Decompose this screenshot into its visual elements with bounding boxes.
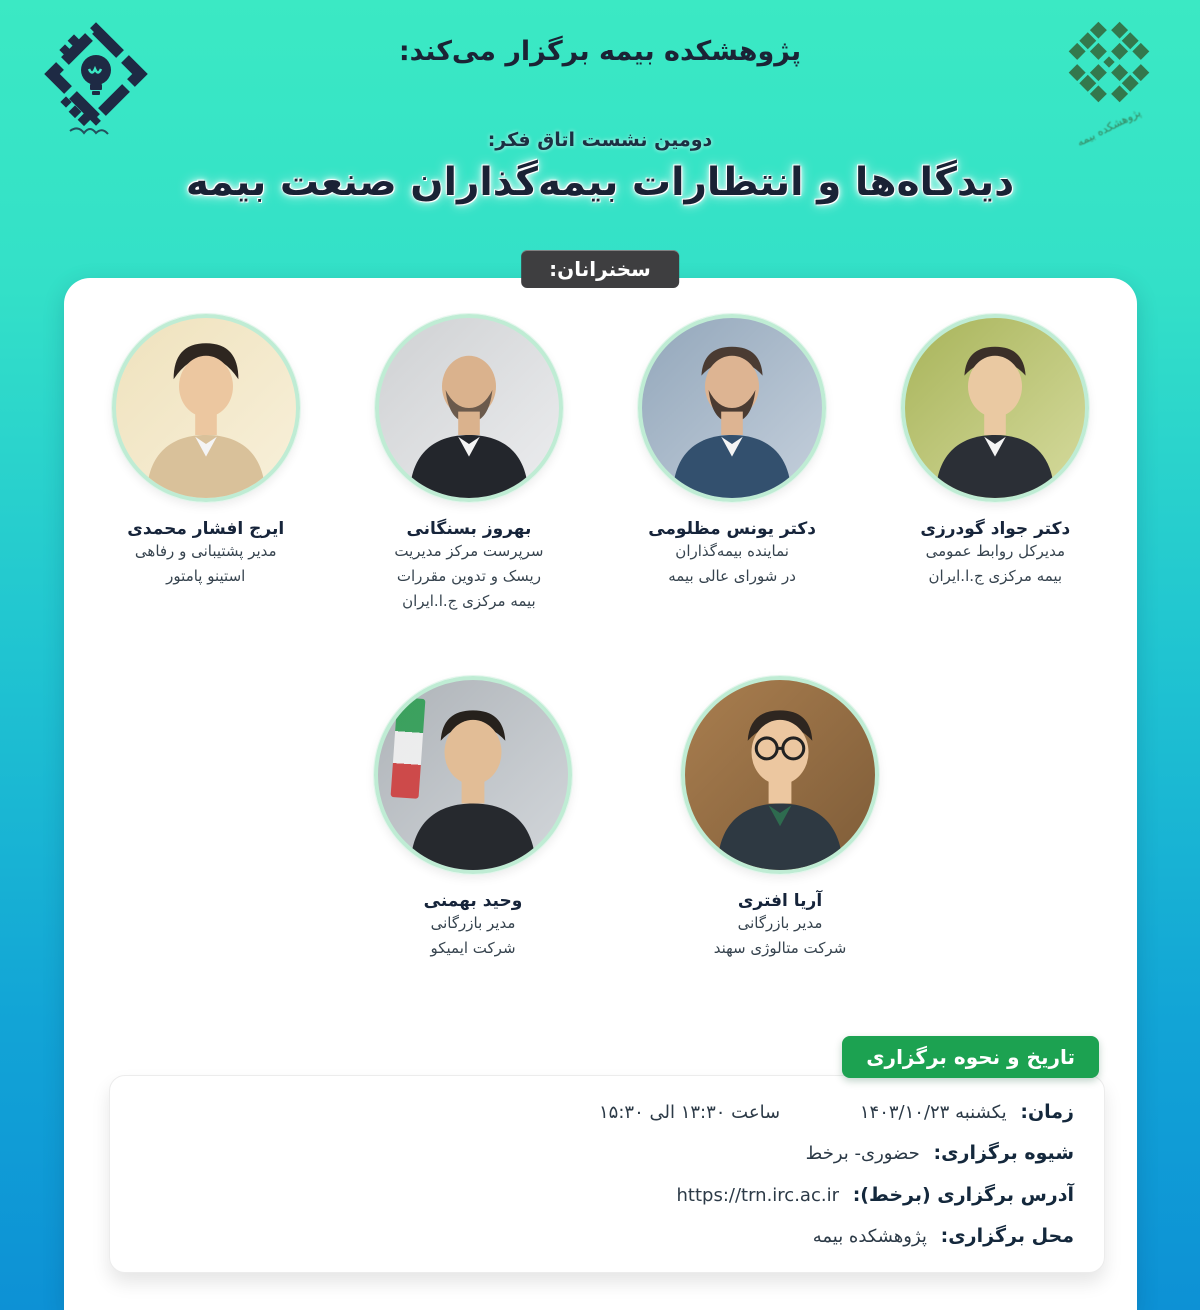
speaker-title: سرپرست مرکز مدیریت — [394, 542, 544, 560]
speaker-card — [341, 314, 596, 614]
speakers-badge: سخنرانان: — [521, 250, 679, 288]
content-card — [64, 278, 1137, 1310]
speaker-photo — [375, 314, 563, 502]
speaker-title: ریسک و تدوین مقررات — [396, 567, 541, 585]
date-method-badge: تاریخ و نحوه برگزاری — [842, 1036, 1099, 1078]
speaker-name: بهروز بسنگانی — [406, 519, 532, 539]
speaker-title: نماینده بیمه‌گذاران — [675, 542, 789, 560]
speaker-name: آریا افتری — [737, 891, 823, 911]
speaker-title: مدیرکل روابط عمومی — [925, 542, 1065, 560]
speaker-title: شرکت ایمیکو — [430, 939, 516, 957]
speaker-card — [346, 676, 601, 961]
speakers-row-2 — [90, 676, 1163, 961]
session-label: دومین نشست اتاق فکر: — [487, 129, 713, 151]
event-title: دیدگاه‌ها و انتظارات بیمه‌گذاران صنعت بیمه — [185, 160, 1015, 205]
time-value: یکشنبه ۱۴۰۳/۱۰/۲۳ — [859, 1102, 1007, 1124]
venue-value: پژوهشکده بیمه — [812, 1225, 927, 1247]
method-label: شیوه برگزاری: — [933, 1142, 1074, 1165]
speaker-title: بیمه مرکزی ج.ا.ایران — [402, 592, 536, 610]
speaker-card — [78, 314, 333, 614]
speaker-photo — [374, 676, 572, 874]
speaker-title: مدیر پشتیبانی و رفاهی — [134, 542, 277, 560]
speakers-row-1 — [64, 314, 1137, 614]
speaker-card — [605, 314, 860, 614]
speaker-name: وحید بهمنی — [423, 891, 523, 911]
method-value: حضوری- برخط — [805, 1143, 920, 1165]
detail-row-method — [140, 1142, 1074, 1164]
detail-row-venue — [140, 1225, 1074, 1247]
speaker-photo — [901, 314, 1089, 502]
detail-row-time — [140, 1101, 1074, 1123]
speaker-title: مدیر بازرگانی — [737, 914, 823, 932]
speaker-name: ایرج افشار محمدی — [127, 519, 285, 539]
speaker-title: مدیر بازرگانی — [430, 914, 516, 932]
detail-row-url — [140, 1184, 1074, 1206]
speaker-name: دکتر جواد گودرزی — [920, 519, 1071, 539]
speaker-photo — [112, 314, 300, 502]
speaker-card — [868, 314, 1123, 614]
speaker-photo — [681, 676, 879, 874]
speaker-title: استینو پامتور — [166, 567, 246, 585]
logo-caption: پژوهشکده بیمه — [1074, 105, 1144, 150]
online-address-label: آدرس برگزاری (برخط): — [852, 1183, 1074, 1206]
speaker-title: شرکت متالوژی سهند — [713, 939, 847, 957]
event-details-box — [109, 1075, 1105, 1273]
speaker-title: بیمه مرکزی ج.ا.ایران — [928, 567, 1063, 585]
venue-label: محل برگزاری: — [940, 1224, 1074, 1247]
speaker-name: دکتر یونس مظلومی — [648, 519, 817, 539]
speaker-title: در شورای عالی بیمه — [668, 567, 796, 585]
hours-value: ساعت ۱۳:۳۰ الی ۱۵:۳۰ — [599, 1102, 781, 1124]
institute-presents-line: پژوهشکده بیمه برگزار می‌کند: — [398, 36, 802, 67]
time-label: زمان: — [1020, 1101, 1074, 1124]
online-address-link[interactable]: https://trn.irc.ac.ir — [676, 1184, 839, 1206]
speaker-photo — [638, 314, 826, 502]
speaker-card — [653, 676, 908, 961]
